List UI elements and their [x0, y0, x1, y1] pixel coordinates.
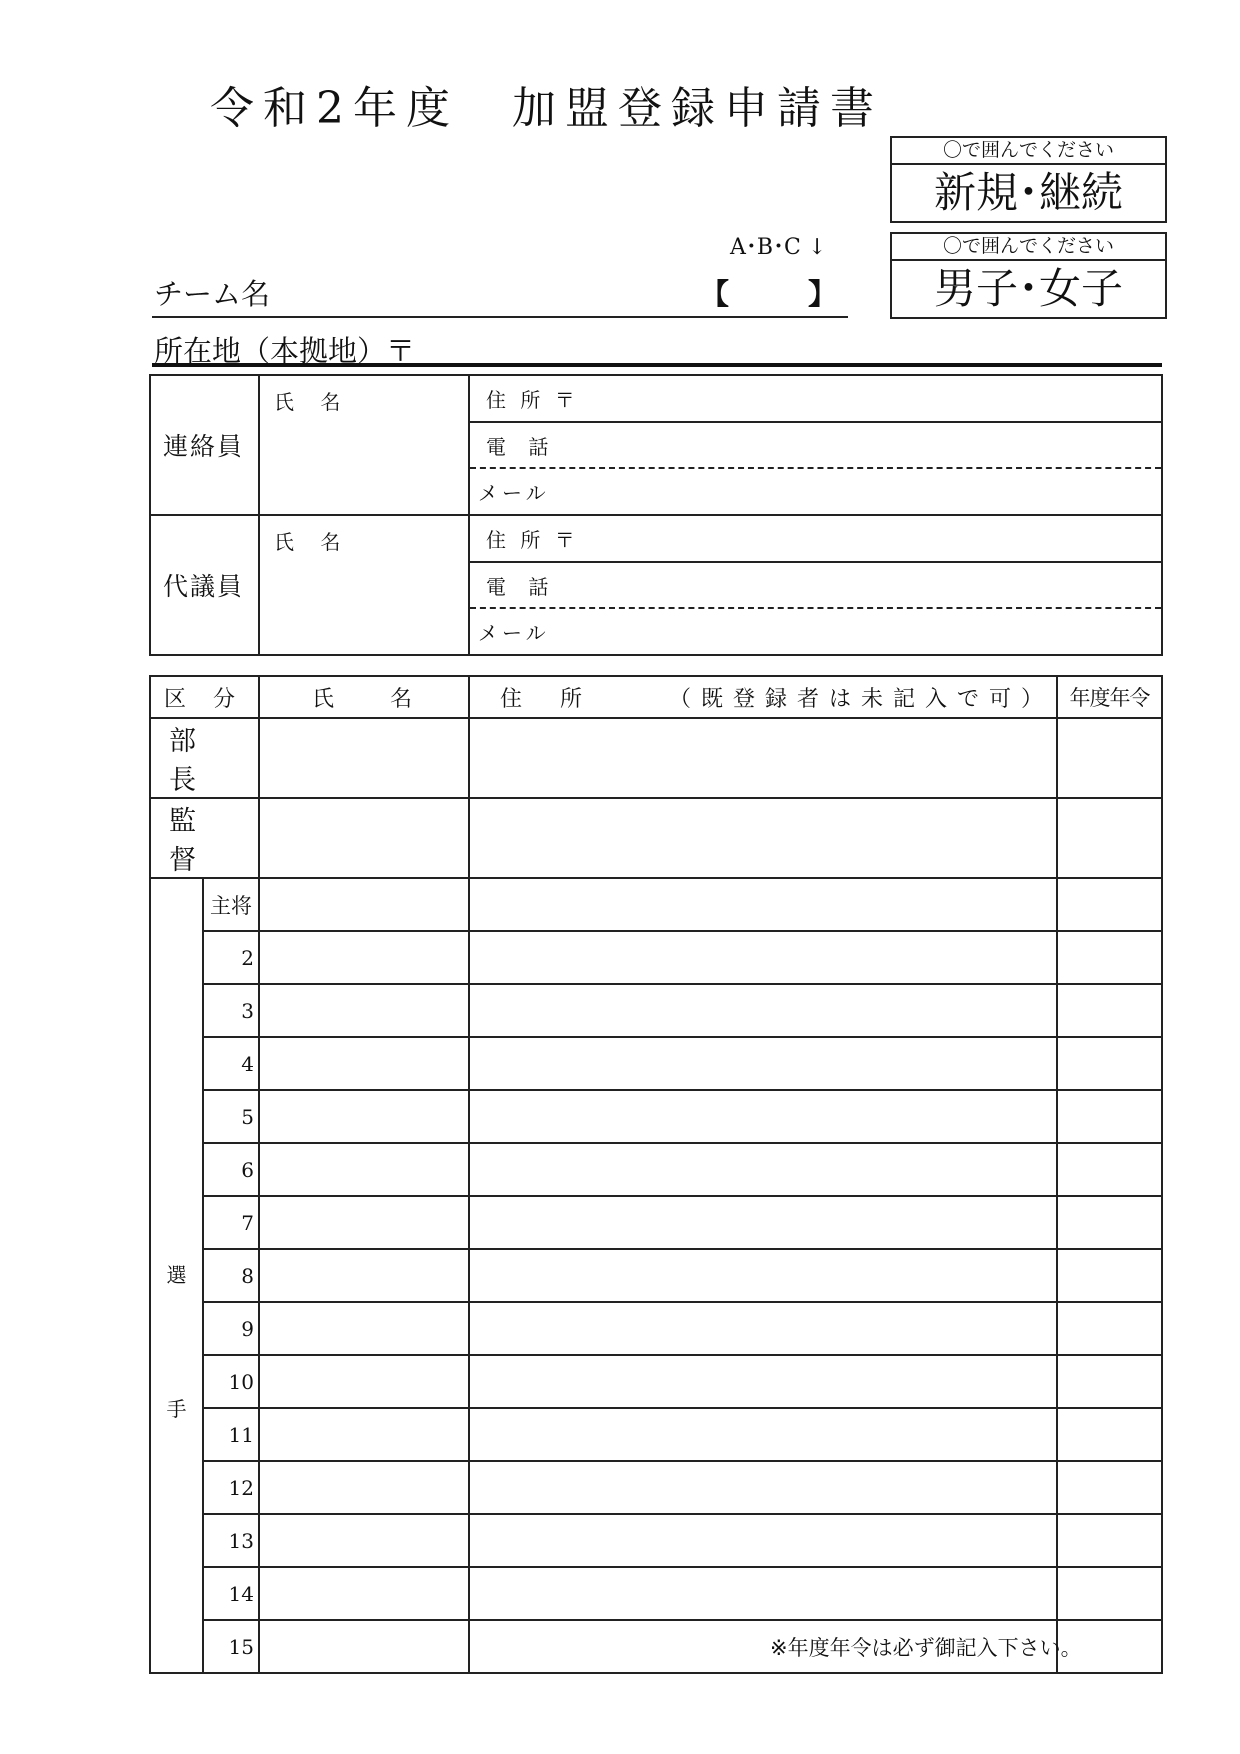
table-row: [150, 1249, 1162, 1302]
contact-mail-cell[interactable]: メール: [469, 468, 1162, 515]
address-cell[interactable]: [469, 798, 1057, 878]
age-cell[interactable]: [1057, 798, 1162, 878]
table-row: [150, 1143, 1162, 1196]
table-row: [150, 718, 1162, 798]
age-cell[interactable]: [1057, 1249, 1162, 1302]
address-cell[interactable]: [469, 878, 1057, 931]
age-cell[interactable]: [1057, 1461, 1162, 1514]
team-name-field[interactable]: [152, 268, 848, 318]
age-cell[interactable]: [1057, 1090, 1162, 1143]
table-row: [150, 878, 1162, 931]
table-row: [150, 1567, 1162, 1620]
name-cell[interactable]: [259, 1302, 469, 1355]
name-cell[interactable]: [259, 718, 469, 798]
address-cell[interactable]: [469, 1567, 1057, 1620]
age-cell[interactable]: [1057, 878, 1162, 931]
name-cell[interactable]: [259, 1037, 469, 1090]
header-category: 区 分: [150, 676, 259, 718]
header-name: 氏 名: [259, 676, 469, 718]
player-number: 5: [203, 1090, 259, 1143]
choice-note: 〇で囲んでください: [892, 234, 1165, 261]
player-number: 11: [203, 1408, 259, 1461]
delegate-name-cell[interactable]: 氏 名: [259, 515, 469, 655]
player-number: 14: [203, 1567, 259, 1620]
age-cell[interactable]: [1057, 984, 1162, 1037]
table-row: [150, 1514, 1162, 1567]
delegate-role: 代議員: [150, 515, 259, 655]
name-cell[interactable]: [259, 931, 469, 984]
address-cell[interactable]: [469, 1143, 1057, 1196]
address-cell[interactable]: [469, 1514, 1057, 1567]
choice-note: 〇で囲んでください: [892, 138, 1165, 165]
address-cell[interactable]: [469, 1461, 1057, 1514]
name-cell[interactable]: [259, 1249, 469, 1302]
age-cell[interactable]: [1057, 1143, 1162, 1196]
player-number: 4: [203, 1037, 259, 1090]
player-number: 7: [203, 1196, 259, 1249]
age-cell[interactable]: [1057, 718, 1162, 798]
age-cell[interactable]: [1057, 1196, 1162, 1249]
player-number: 12: [203, 1461, 259, 1514]
name-cell[interactable]: [259, 1461, 469, 1514]
name-cell[interactable]: [259, 1567, 469, 1620]
age-cell[interactable]: [1057, 1355, 1162, 1408]
table-row: [150, 1037, 1162, 1090]
bracket-open: 【: [700, 277, 730, 311]
address-label: 所在地（本拠地）〒: [154, 334, 416, 368]
table-row: [150, 1355, 1162, 1408]
name-cell[interactable]: [259, 1143, 469, 1196]
table-row: [150, 1090, 1162, 1143]
header-age: 年度年令: [1057, 676, 1162, 718]
table-row: [150, 1461, 1162, 1514]
age-cell[interactable]: [1057, 1302, 1162, 1355]
name-cell[interactable]: [259, 878, 469, 931]
staff-label: 部 長: [150, 718, 259, 798]
address-field[interactable]: [152, 325, 1162, 367]
table-row: [150, 1302, 1162, 1355]
player-group-label-bottom: 手: [166, 1397, 187, 1421]
age-cell[interactable]: [1057, 1567, 1162, 1620]
address-cell[interactable]: [469, 1302, 1057, 1355]
age-cell[interactable]: [1057, 1408, 1162, 1461]
player-group-label: [150, 878, 203, 1673]
address-cell[interactable]: [469, 1090, 1057, 1143]
header-address-note: （既登録者は未記入で可）: [669, 686, 1054, 712]
roster-table: [149, 675, 1163, 1674]
player-number: 8: [203, 1249, 259, 1302]
address-cell[interactable]: [469, 931, 1057, 984]
player-number: 15: [203, 1620, 259, 1673]
delegate-address-cell[interactable]: 住 所 〒: [469, 515, 1162, 562]
name-cell[interactable]: [259, 1620, 469, 1673]
contact-address-cell[interactable]: 住 所 〒: [469, 375, 1162, 422]
player-number: 3: [203, 984, 259, 1037]
age-cell[interactable]: [1057, 1514, 1162, 1567]
contact-role: 連絡員: [150, 375, 259, 515]
registration-choice-box[interactable]: [890, 136, 1167, 223]
player-number: 10: [203, 1355, 259, 1408]
footnote: ※年度年令は必ず御記入下さい。: [770, 1636, 1082, 1660]
player-number: 13: [203, 1514, 259, 1567]
header-address: [469, 676, 1057, 718]
gender-choice-box[interactable]: [890, 232, 1167, 319]
name-cell[interactable]: [259, 798, 469, 878]
staff-label: 監 督: [150, 798, 259, 878]
name-cell[interactable]: [259, 984, 469, 1037]
class-hint: A･B･C ↓: [730, 235, 827, 260]
table-row: [150, 1196, 1162, 1249]
delegate-mail-cell[interactable]: メール: [469, 608, 1162, 655]
contact-phone-cell[interactable]: 電 話: [469, 422, 1162, 468]
contact-table: [149, 374, 1163, 656]
table-row: [150, 1408, 1162, 1461]
name-cell[interactable]: [259, 1514, 469, 1567]
contact-name-cell[interactable]: 氏 名: [259, 375, 469, 515]
address-cell[interactable]: [469, 1196, 1057, 1249]
name-cell[interactable]: [259, 1090, 469, 1143]
delegate-phone-cell[interactable]: 電 話: [469, 562, 1162, 608]
player-number: 9: [203, 1302, 259, 1355]
age-cell[interactable]: [1057, 931, 1162, 984]
address-cell[interactable]: [469, 718, 1057, 798]
age-cell[interactable]: [1057, 1037, 1162, 1090]
player-group-label-top: 選: [166, 1263, 187, 1287]
address-cell[interactable]: [469, 984, 1057, 1037]
player-number: 6: [203, 1143, 259, 1196]
address-cell[interactable]: [469, 1355, 1057, 1408]
bracket-close: 】: [808, 277, 838, 311]
address-cell[interactable]: [469, 1037, 1057, 1090]
name-cell[interactable]: [259, 1196, 469, 1249]
player-number: 2: [203, 931, 259, 984]
address-cell[interactable]: [469, 1249, 1057, 1302]
registration-choice: 新規･継続: [933, 168, 1123, 217]
header-address-label: 住 所: [500, 686, 591, 712]
table-row: [150, 931, 1162, 984]
player-number: 主将: [203, 878, 259, 931]
address-cell[interactable]: [469, 1408, 1057, 1461]
team-name-label: チーム名: [154, 277, 271, 311]
page-title: 令和2年度 加盟登録申請書: [210, 83, 883, 134]
name-cell[interactable]: [259, 1355, 469, 1408]
gender-choice: 男子･女子: [933, 264, 1123, 313]
table-row: [150, 798, 1162, 878]
table-row: [150, 984, 1162, 1037]
name-cell[interactable]: [259, 1408, 469, 1461]
